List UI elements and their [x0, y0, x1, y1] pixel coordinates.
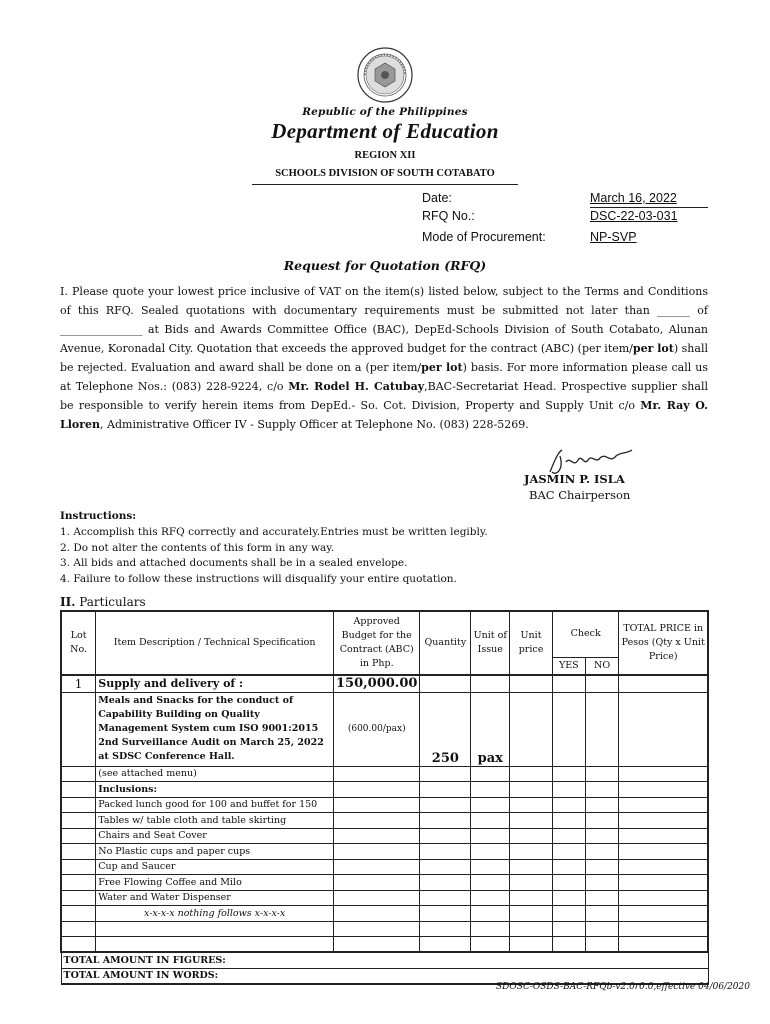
- supply-label: Supply and delivery of :: [96, 675, 334, 692]
- col-unit-price: Unit price: [510, 611, 553, 675]
- instruction-item: 1. Accomplish this RFQ correctly and accurately.Entries must be written legibly.: [60, 526, 488, 538]
- quantity-value: 250: [420, 692, 471, 766]
- date-value: March 16, 2022: [590, 191, 677, 205]
- inclusion-item: Water and Water Dispenser: [96, 890, 334, 906]
- item-description: Meals and Snacks for the conduct of Capability Building on Quality Management System cum ISO 9001:2015 2nd Surveillance Audit on March 25, 2022 at SDSC Conference Hall.: [96, 692, 334, 766]
- rfq-paragraph: I. Please quote your lowest price inclusive of VAT on the item(s) listed below, subject to the Terms and Conditions of this RFQ. Sealed quotations with documentary requirements must be submitted not later than ______ of _______________ at Bids and Awards Committee Office (BAC), DepEd-Schools Division of South Cotabato, Alunan Avenue, Koronadal City. Quotation that exceeds the approved budget for the contract (ABC) (per item/per lot) shall be rejected. Evaluation and award shall be done on a (per item/per lot) basis. For more information please call us at Telephone Nos.: (083) 228-9224, c/o Mr. Rodel H. Catubay,BAC-Secretariat Head. Prospective supplier shall be responsible to verify herein items from DepEd.- So. Cot. Division, Property and Supply Unit c/o Mr. Ray O. Lloren, Administrative Officer IV - Supply Officer at Telephone No. (083) 228-5269.: [60, 285, 708, 431]
- inclusions-label: Inclusions:: [96, 782, 334, 798]
- region-heading: REGION XII: [354, 150, 416, 161]
- col-check: Check: [552, 611, 619, 657]
- republic-heading: Republic of the Philippines: [302, 106, 468, 118]
- col-unit-issue: Unit of Issue: [471, 611, 510, 675]
- signatory-name: JASMIN P. ISLA: [524, 472, 625, 486]
- particulars-table: [60, 610, 709, 985]
- see-menu-note: (see attached menu): [96, 766, 334, 782]
- deped-seal: [357, 47, 413, 103]
- col-quantity: Quantity: [420, 611, 471, 675]
- mode-label: Mode of Procurement:: [422, 230, 546, 244]
- col-lot: Lot No.: [61, 611, 96, 675]
- instructions-heading: Instructions:: [60, 510, 137, 522]
- inclusion-item: Cup and Saucer: [96, 859, 334, 875]
- total-words-label: TOTAL AMOUNT IN WORDS:: [61, 968, 708, 984]
- instruction-item: 2. Do not alter the contents of this form in any way.: [60, 541, 335, 554]
- rfq-title: Request for Quotation (RFQ): [283, 258, 487, 273]
- date-label: Date:: [422, 191, 452, 205]
- rfq-value: DSC-22-03-031: [590, 209, 678, 223]
- instructions-list: [60, 525, 488, 587]
- nothing-follows: x-x-x-x nothing follows x-x-x-x: [96, 906, 334, 922]
- signatory-title: BAC Chairperson: [529, 488, 631, 502]
- department-heading: Department of Education: [271, 119, 499, 143]
- instruction-item: 3. All bids and attached documents shall be in a sealed envelope.: [60, 557, 408, 569]
- instruction-item: 4. Failure to follow these instructions will disqualify your entire quotation.: [60, 572, 457, 585]
- col-yes: YES: [552, 657, 585, 675]
- col-item: Item Description / Technical Specification: [96, 611, 334, 675]
- date-underline: [590, 207, 708, 208]
- total-figures-label: TOTAL AMOUNT IN FIGURES:: [61, 952, 708, 968]
- lot-number: 1: [61, 675, 96, 692]
- rfq-label: RFQ No.:: [422, 209, 475, 223]
- unit-value: pax: [471, 692, 510, 766]
- col-abc: Approved Budget for the Contract (ABC) in Php.: [334, 611, 420, 675]
- inclusion-item: Packed lunch good for 100 and buffet for 150: [96, 797, 334, 813]
- form-code-footer: SDOSC-OSDS-BAC-RFQb-v2.0r0.0,effective 04/06/2020: [496, 982, 750, 992]
- mode-value: NP-SVP: [590, 230, 637, 244]
- particulars-heading: II. Particulars: [60, 595, 146, 609]
- inclusion-item: No Plastic cups and paper cups: [96, 844, 334, 860]
- inclusion-item: Tables w/ table cloth and table skirting: [96, 813, 334, 829]
- header-divider: [252, 184, 518, 185]
- abc-value: 150,000.00: [334, 675, 420, 692]
- col-no: NO: [585, 657, 619, 675]
- col-total: TOTAL PRICE in Pesos (Qty x Unit Price): [619, 611, 708, 675]
- per-pax-price: (600.00/pax): [334, 692, 420, 766]
- division-heading: SCHOOLS DIVISION OF SOUTH COTABATO: [275, 168, 495, 179]
- inclusion-item: Chairs and Seat Cover: [96, 828, 334, 844]
- inclusion-item: Free Flowing Coffee and Milo: [96, 875, 334, 891]
